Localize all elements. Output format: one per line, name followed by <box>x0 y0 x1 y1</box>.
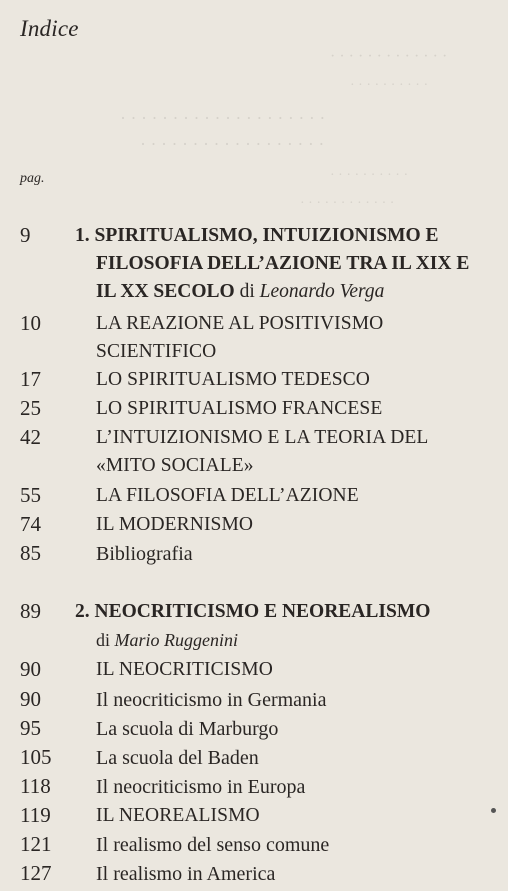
index-title: Indice <box>20 16 79 41</box>
entry-title: Bibliografia <box>96 543 193 565</box>
author-name: Leonardo Verga <box>259 281 385 302</box>
page-number: 10 <box>20 311 41 335</box>
entry-title: Il realismo del senso comune <box>96 834 330 856</box>
entry-title: LO SPIRITUALISMO FRANCESE <box>96 398 383 419</box>
author-name: Mario Ruggenini <box>114 630 239 650</box>
entry-title: LO SPIRITUALISMO TEDESCO <box>96 369 370 390</box>
chapter-title-line: SPIRITUALISMO, INTUIZIONISMO E <box>94 225 439 246</box>
entry-title <box>96 310 500 366</box>
page-number: 121 <box>20 832 52 856</box>
page-number: 90 <box>20 687 41 711</box>
chapter-title-line: IL XX SECOLO <box>96 281 235 302</box>
chapter-title-line: NEOCRITICISMO E NEOREALISMO <box>94 601 431 622</box>
page-number: 85 <box>20 541 41 565</box>
entry-title: LA FILOSOFIA DELL’AZIONE <box>96 485 359 506</box>
entry-title-line: L’INTUIZIONISMO E LA TEORIA DEL <box>96 427 429 448</box>
page-number: 95 <box>20 716 41 740</box>
chapter-title <box>75 222 505 306</box>
entry-title-line: SCIENTIFICO <box>96 341 217 362</box>
entry-title: IL NEOCRITICISMO <box>96 659 273 680</box>
page-number: 118 <box>20 774 51 798</box>
entry-title: IL NEOREALISMO <box>96 805 260 826</box>
page-number: 42 <box>20 425 41 449</box>
entry-title: Il realismo in America <box>96 863 276 885</box>
page-number: 9 <box>20 223 31 247</box>
page-number: 74 <box>20 512 41 536</box>
chapter-number: 2. <box>75 601 90 622</box>
page-number: 105 <box>20 745 52 769</box>
entry-title: La scuola di Marburgo <box>96 718 279 740</box>
author-prefix: di <box>96 630 111 650</box>
entry-title-line: LA REAZIONE AL POSITIVISMO <box>96 313 384 334</box>
page-number: 127 <box>20 861 52 885</box>
entry-title: Il neocriticismo in Germania <box>96 689 327 711</box>
ink-spot <box>491 808 496 813</box>
page-number: 90 <box>20 657 41 681</box>
book-page: · · · · · · · · · · · · · · · · · · · · · · · · · · · · · · · · · · · · · · · · · · · · · · · · · · · · · · · · · · · · · · · · · · · · · · · · · · · · · · · · · · · Indice pag. 9 1. SPIRITUALISMO, INTUIZIONISMO E FILOSOFIA DELL’AZIONE TRA IL XIX E IL XX SECOLO di Leonardo Verga 10 LA REAZIONE AL POSITIVISMO SCIENTIFICO 17 LO SPIRITUALISMO TEDESCO 25 LO SPIRITUALISMO FRANCESE 42 L’INTUIZIONISMO E LA TEORIA DEL «MITO SOCIALE» 55 LA FILOSOFIA DELL’AZIONE 74 IL MODERNISMO 85 Bibliografia 89 2. NEOCRITICISMO E NEOREALISMO di Mario Ruggenini 90 IL NEOCRITICISMO 90 Il neocriticismo in Germania 95 La scuola di Marburgo 105 La scuola del Baden 118 Il neocriticismo in Europa 119 IL NEOREALISMO 121 Il realismo del senso comune 127 Il realismo in America <box>0 0 508 891</box>
page-number: 89 <box>20 599 41 623</box>
entry-title <box>96 424 500 480</box>
chapter-number: 1. <box>75 225 90 246</box>
author-prefix: di <box>239 281 255 302</box>
page-number: 25 <box>20 396 41 420</box>
page-column-label: pag. <box>20 171 45 186</box>
page-number: 17 <box>20 367 41 391</box>
chapter-title <box>75 598 505 654</box>
page-number: 55 <box>20 483 41 507</box>
page-number: 119 <box>20 803 51 827</box>
entry-title: La scuola del Baden <box>96 747 259 769</box>
entry-title: IL MODERNISMO <box>96 514 254 535</box>
chapter-title-line: FILOSOFIA DELL’AZIONE TRA IL XIX E <box>96 253 470 274</box>
entry-title-line: «MITO SOCIALE» <box>96 455 254 476</box>
entry-title: Il neocriticismo in Europa <box>96 776 306 798</box>
